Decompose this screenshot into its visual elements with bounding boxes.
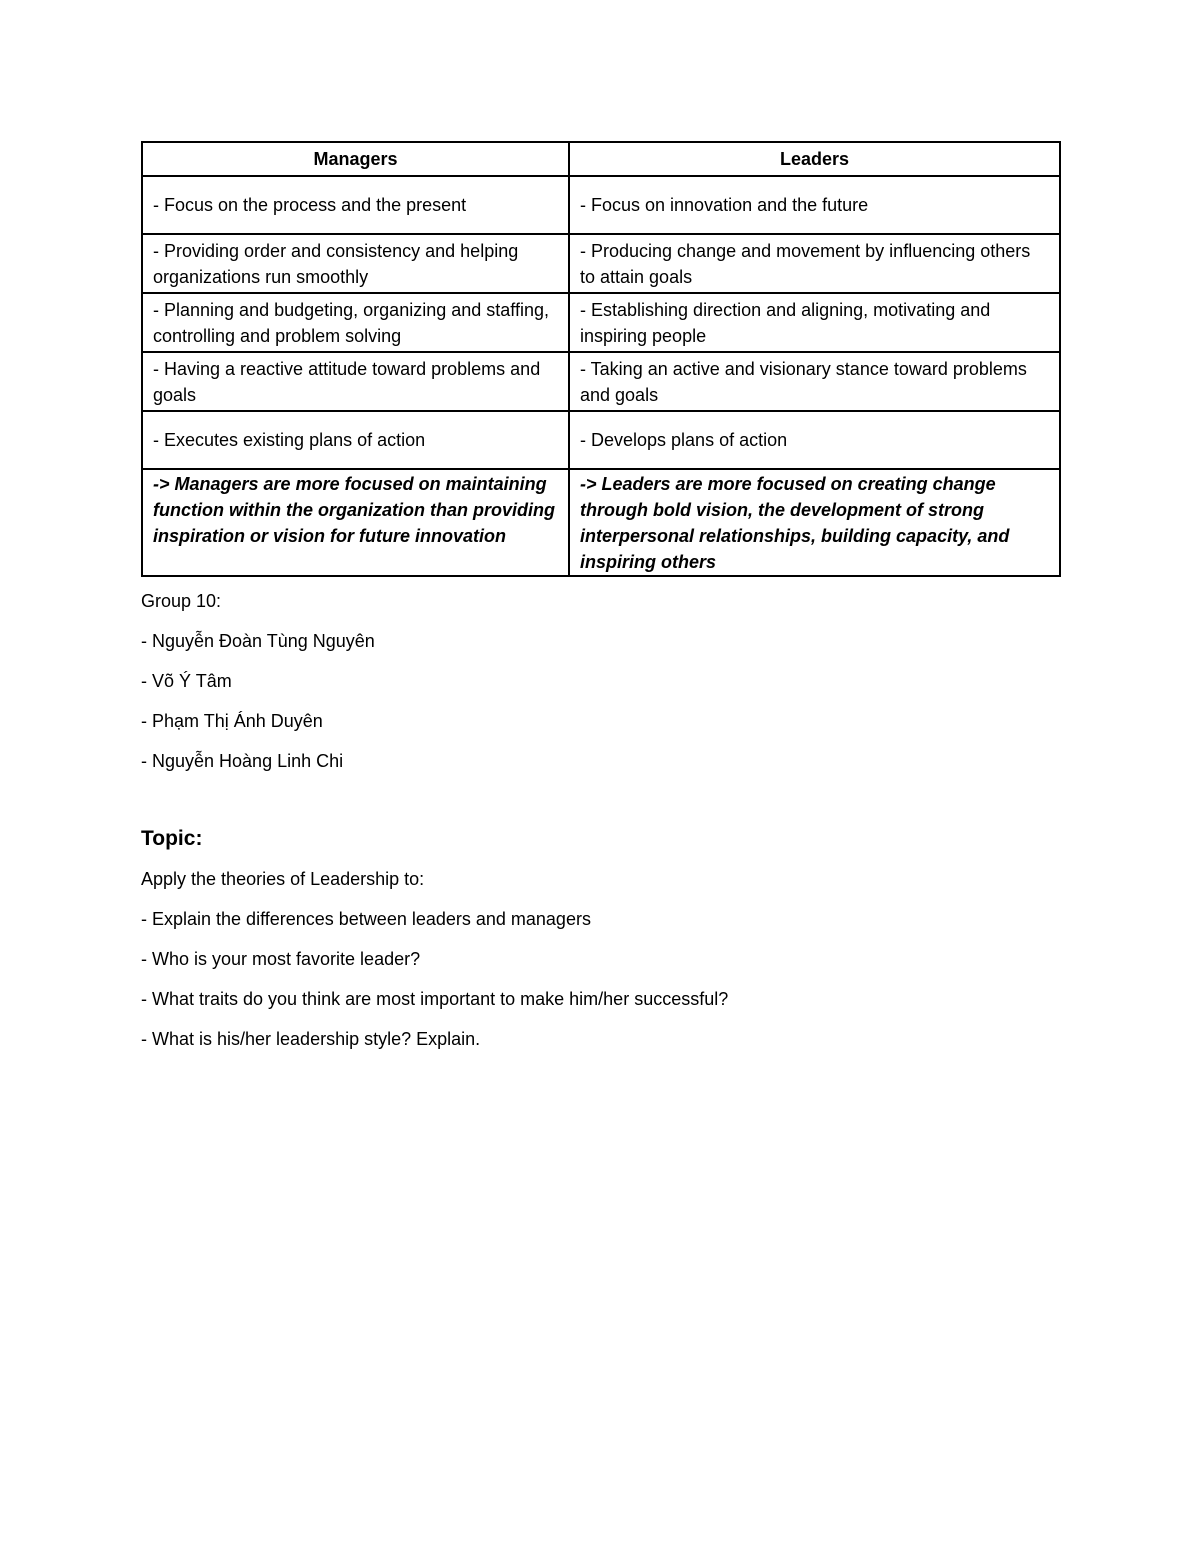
table-row [142,352,1060,411]
leaders-summary-cell: -> Leaders are more focused on creating change through bold vision, the development of strong interpersonal relationships, building capacity, and inspiring others [569,469,1060,576]
header-managers: Managers [142,142,569,176]
topic-item: - Who is your most favorite leader? [141,949,421,969]
group-member: - Nguyễn Hoàng Linh Chi [141,751,344,771]
topic-heading: Topic: [141,827,203,850]
summary-row [142,469,1060,576]
group-title: Group 10: [141,591,222,611]
table-row [142,176,1060,234]
leaders-cell: - Taking an active and visionary stance toward problems and goals [569,352,1060,411]
document-body [141,588,1059,1066]
topic-intro: Apply the theories of Leadership to: [141,869,425,889]
table-row [142,293,1060,352]
managers-cell: - Focus on the process and the present [142,176,569,234]
header-leaders: Leaders [569,142,1060,176]
topic-item: - What traits do you think are most important to make him/her successful? [141,989,729,1009]
group-member: - Nguyễn Đoàn Tùng Nguyên [141,631,375,651]
topic-item: - Explain the differences between leaders and managers [141,909,591,929]
topic-item: - What is his/her leadership style? Explain. [141,1029,481,1049]
managers-cell: - Planning and budgeting, organizing and staffing, controlling and problem solving [142,293,569,352]
table-header-row [142,142,1060,176]
managers-cell: - Providing order and consistency and helping organizations run smoothly [142,234,569,293]
leaders-cell: - Develops plans of action [569,411,1060,469]
managers-cell: - Executes existing plans of action [142,411,569,469]
managers-summary-cell: -> Managers are more focused on maintaining function within the organization than providing inspiration or vision for future innovation [142,469,569,576]
table-row [142,411,1060,469]
table-row [142,234,1060,293]
group-member: - Phạm Thị Ánh Duyên [141,711,323,731]
leaders-cell: - Establishing direction and aligning, motivating and inspiring people [569,293,1060,352]
comparison-table [141,141,1061,577]
group-member: - Võ Ý Tâm [141,671,232,691]
leaders-cell: - Focus on innovation and the future [569,176,1060,234]
leaders-cell: - Producing change and movement by influencing others to attain goals [569,234,1060,293]
managers-cell: - Having a reactive attitude toward problems and goals [142,352,569,411]
